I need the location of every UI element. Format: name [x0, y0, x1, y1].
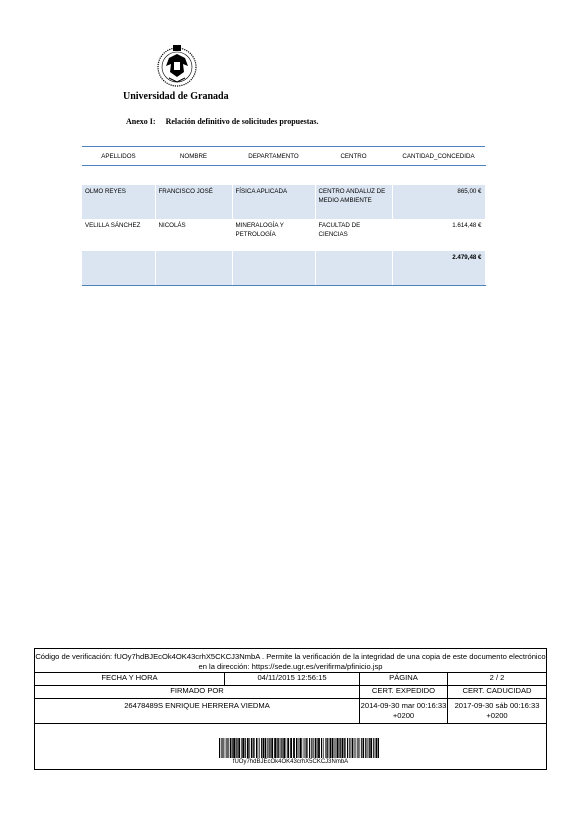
- verification-row-fecha: [35, 673, 546, 686]
- cell-centro: FACULTAD DE CIENCIAS: [315, 219, 392, 251]
- pagina-label: PÁGINA: [360, 673, 448, 685]
- signer-name: 26478489S ENRIQUE HERRERA VIEDMA: [35, 699, 360, 723]
- cell-nombre: NICOLÁS: [155, 219, 232, 251]
- table-row: [82, 185, 485, 219]
- cell-cantidad: 1.614,48 €: [392, 219, 485, 251]
- table-row: [82, 219, 485, 251]
- col-cantidad: CANTIDAD_CONCEDIDA: [392, 147, 485, 166]
- expedido-label: CERT. EXPEDIDO: [360, 686, 448, 698]
- cell-centro: CENTRO ANDALUZ DE MEDIO AMBIENTE: [315, 185, 392, 219]
- table-total-row: [82, 251, 485, 286]
- cell-departamento: MINERALOGÍA Y PETROLOGÍA: [232, 219, 315, 251]
- grants-table: [82, 146, 486, 286]
- cell-apellidos: VELILLA SÁNCHEZ: [82, 219, 155, 251]
- caducidad-label: CERT. CADUCIDAD: [462, 686, 532, 695]
- university-seal-icon: [152, 42, 202, 90]
- barcode-icon: [219, 738, 379, 758]
- annex-title: [126, 117, 319, 126]
- university-name: Universidad de Granada: [123, 91, 229, 102]
- col-centro: CENTRO: [315, 147, 392, 166]
- verification-row-labels: [35, 686, 546, 699]
- table-header-row: [82, 147, 485, 166]
- col-nombre: NOMBRE: [155, 147, 232, 166]
- pagina-value: 2 / 2: [489, 673, 505, 682]
- verification-row-values: [35, 699, 546, 724]
- cell-apellidos: OLMO REYES: [82, 185, 155, 219]
- cell-nombre: FRANCISCO JOSÉ: [155, 185, 232, 219]
- barcode-text: fUOy7hdBJEcOk4OK43crhX5CKCJ3NmbA: [232, 759, 349, 765]
- cell-departamento: FÍSICA APLICADA: [232, 185, 315, 219]
- table-spacer-row: [82, 166, 485, 186]
- verification-code-text: Código de verificación: fUOy7hdBJEcOk4OK43crhX5CKCJ3NmbA . Permite la verificación de la integridad de una copia de este documento electrónico en la dirección: https://sede.ugr.es/verifirma/pfinicio.jsp: [35, 649, 546, 673]
- col-departamento: DEPARTAMENTO: [232, 147, 315, 166]
- annex-text: Relación definitivo de solicitudes propuestas.: [165, 117, 319, 126]
- col-apellidos: APELLIDOS: [82, 147, 155, 166]
- verification-box: [34, 648, 547, 770]
- total-amount: 2.479,48 €: [392, 251, 485, 286]
- cell-cantidad: 865,00 €: [392, 185, 485, 219]
- firmado-label: FIRMADO POR: [35, 686, 360, 698]
- fecha-label: FECHA Y HORA: [35, 673, 225, 685]
- expedido-value: 2014-09-30 mar 00:16:33 +0200: [360, 699, 448, 723]
- annex-label: Anexo I:: [126, 117, 156, 126]
- fecha-value: 04/11/2015 12:56:15: [225, 673, 360, 685]
- caducidad-value: 2017-09-30 sáb 00:16:33 +0200: [454, 701, 540, 720]
